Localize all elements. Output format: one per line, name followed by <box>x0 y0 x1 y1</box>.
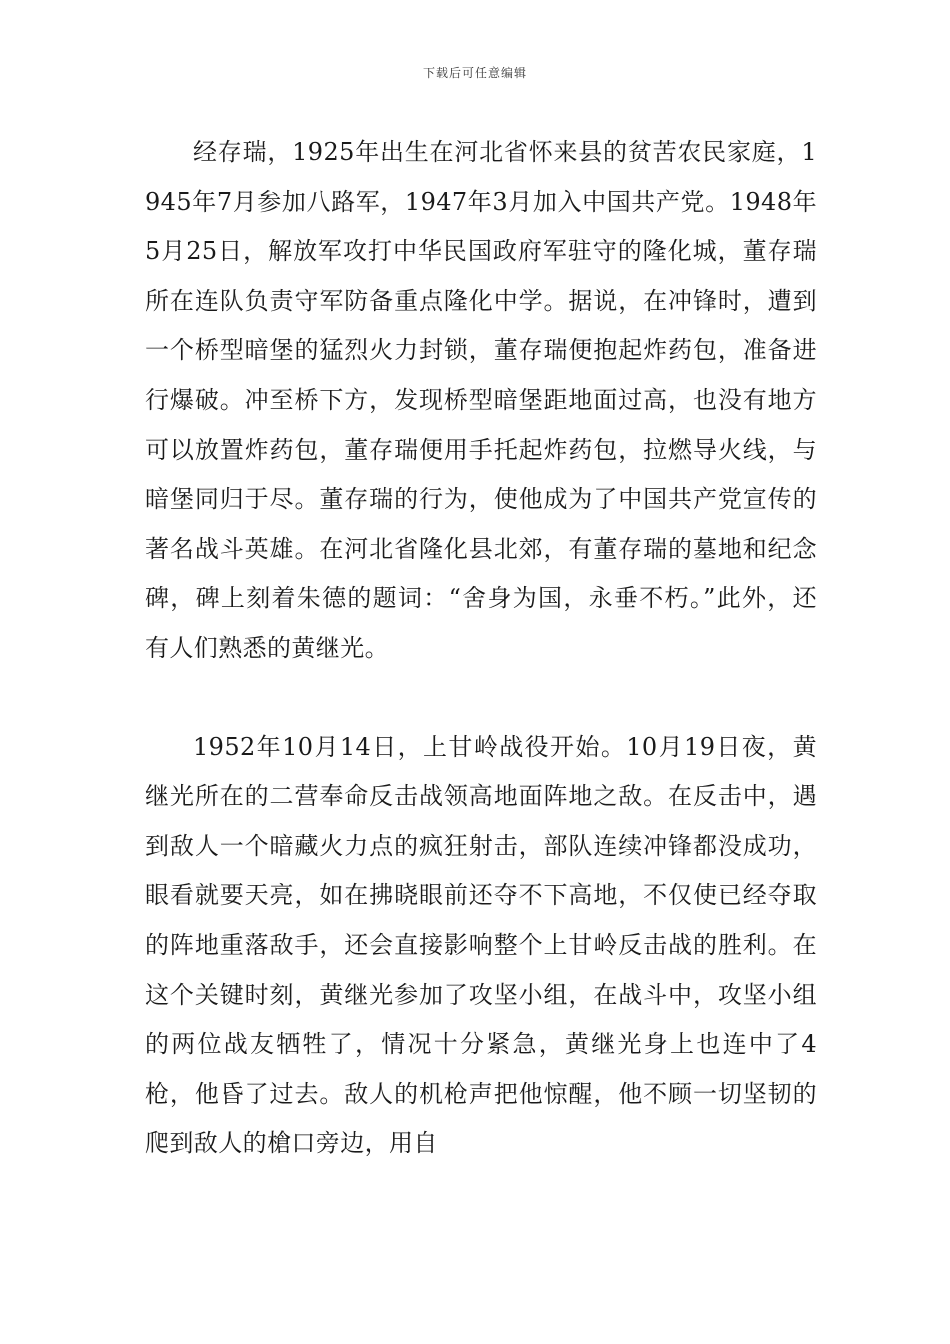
paragraph-huang-jiguang: 1952年10月14日，上甘岭战役开始。10月19日夜，黄继光所在的二营奉命反击战领高地面阵地之敌。在反击中，遇到敌人一个暗藏火力点的疯狂射击，部队连续冲锋都没成功，眼看就要天亮，如在拂晓眼前还夺不下高地，不仅使已经夺取的阵地重落敌手，还会直接影响整个上甘岭反击战的胜利。在这个关键时刻，黄继光参加了攻坚小组，在战斗中，攻坚小组的两位战友牺牲了，情况十分紧急，黄继光身上也连中了4枪，他昏了过去。敌人的机枪声把他惊醒，他不顾一切坚韧的爬到敌人的槍口旁边，用自 <box>145 732 817 1158</box>
page-header: 下载后可任意编辑 <box>422 66 527 80</box>
document-body <box>145 128 817 1169</box>
paragraph-dong-cunrui: 经存瑞，1925年出生在河北省怀来县的贫苦农民家庭，1945年7月参加八路军，1947年3月加入中国共产党。1948年5月25日，解放军攻打中华民国政府军驻守的隆化城，董存瑞所在连队负责守军防备重点隆化中学。据说，在冲锋时，遭到一个桥型暗堡的猛烈火力封锁，董存瑞便抱起炸药包，准备进行爆破。冲至桥下方，发现桥型暗堡距地面过高，也没有地方可以放置炸药包，董存瑞便用手托起炸药包，拉燃导火线，与暗堡同归于尽。董存瑞的行为，使他成为了中国共产党宣传的著名战斗英雄。在河北省隆化县北郊，有董存瑞的墓地和纪念碑，碑上刻着朱德的题词：“舍身为国，永垂不朽。”此外，还有人们熟悉的黄继光。 <box>145 138 817 662</box>
